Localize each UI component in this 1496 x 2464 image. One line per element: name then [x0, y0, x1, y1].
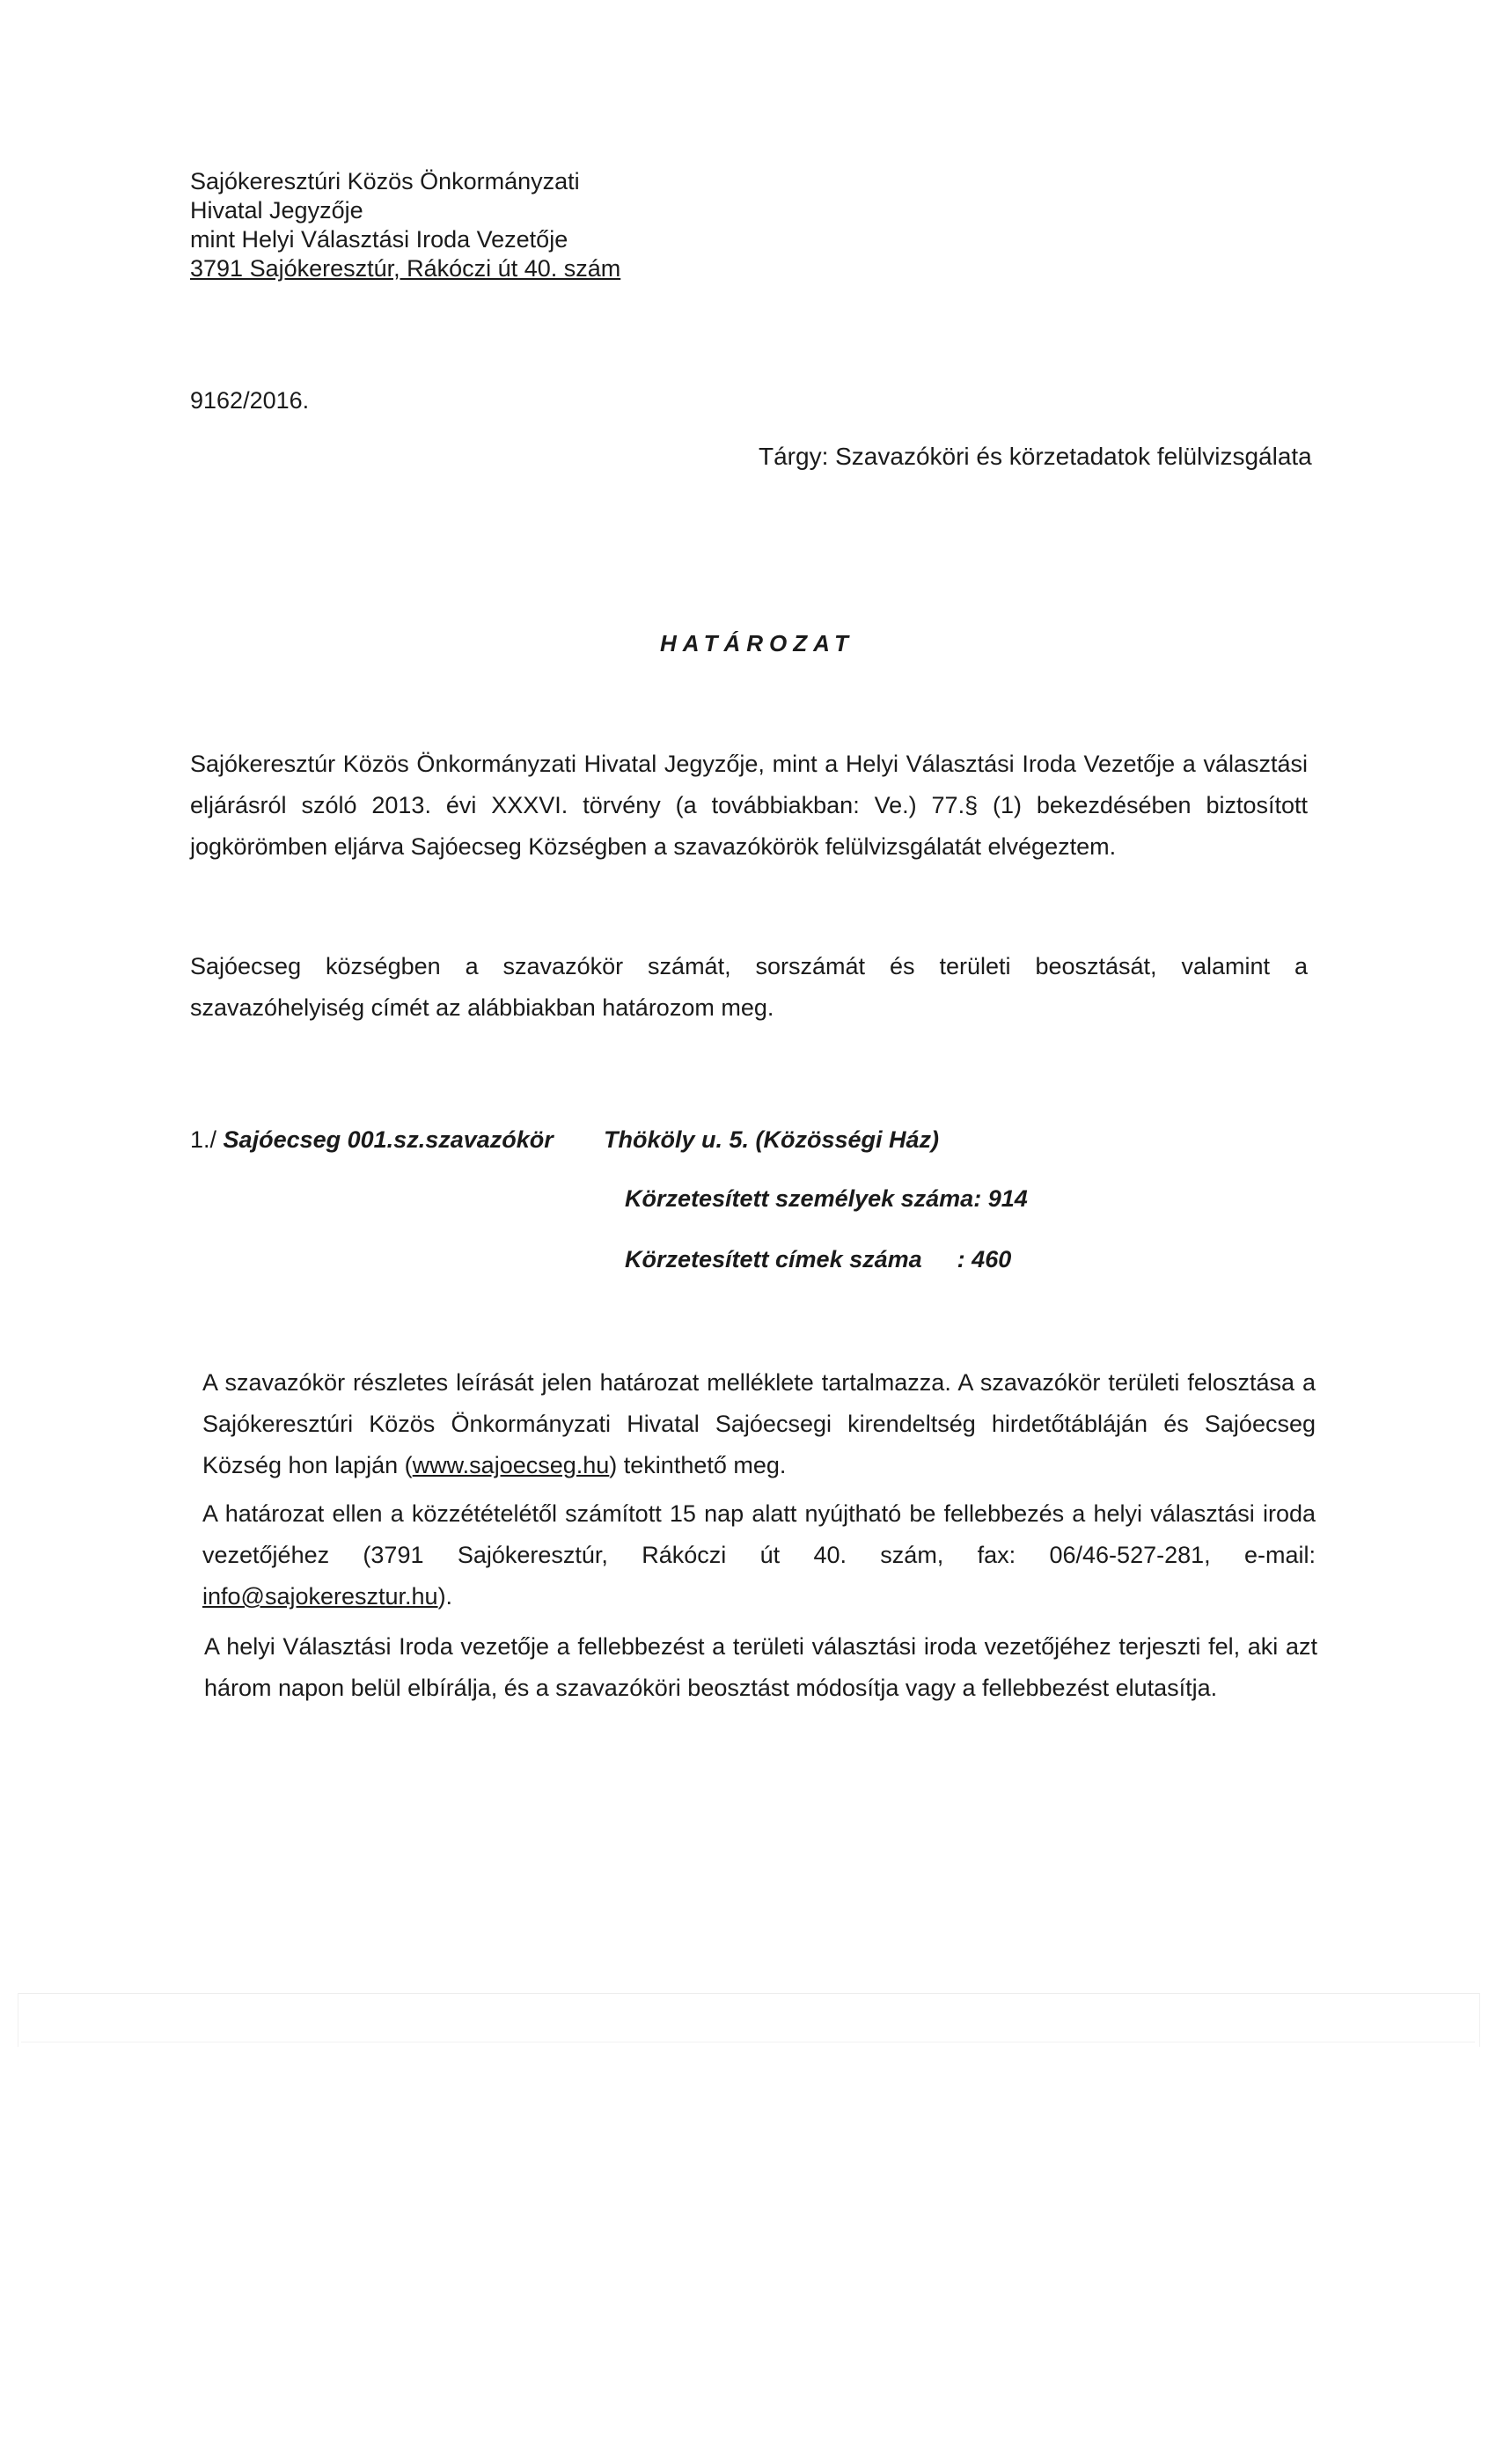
- sender-line-2: Hivatal Jegyzője: [190, 197, 363, 224]
- addresses-count-value: 460: [972, 1246, 1012, 1272]
- persons-count-value: 914: [987, 1185, 1028, 1212]
- district-entry: [190, 1126, 554, 1154]
- addresses-count-line: [625, 1246, 1011, 1273]
- paragraph-details-end: ) tekinthető meg.: [609, 1452, 787, 1478]
- addresses-count-separator: :: [957, 1246, 965, 1272]
- sender-block: [190, 167, 982, 283]
- sender-line-3: mint Helyi Választási Iroda Vezetője: [190, 226, 568, 253]
- paragraph-appeal-end: ).: [437, 1583, 453, 1610]
- district-address: Thököly u. 5. (Közösségi Ház): [604, 1126, 940, 1153]
- sender-address: 3791 Sajókeresztúr, Rákóczi út 40. szám: [190, 255, 621, 282]
- paragraph-intro: Sajókeresztúr Közös Önkormányzati Hivatal Jegyzője, mint a Helyi Választási Iroda Vezetője a választási eljárásról szóló 2013. évi XXXVI. törvény (a továbbiakban: Ve.) 77.§ (1) bekezdésében biztosított jogkörömben eljárva Sajóecseg Községben a szavazókörök felülvizsgálatát elvégeztem.: [190, 751, 1308, 860]
- paragraph-appeal-text: A határozat ellen a közzétételétől számított 15 nap alatt nyújtható be fellebbezés a helyi választási iroda vezetőjéhez (3791 Sajókeresztúr, Rákóczi út 40. szám, fax: 06/46-527-281, e-mail:: [202, 1500, 1316, 1568]
- document-title: HATÁROZAT: [660, 630, 854, 656]
- persons-count-label: Körzetesített személyek száma:: [625, 1185, 982, 1212]
- email-link[interactable]: info@sajokeresztur.hu: [202, 1583, 438, 1610]
- district-number: 1./: [190, 1126, 217, 1153]
- paragraph-details: [202, 1362, 1316, 1486]
- addresses-count-label: Körzetesített címek száma: [625, 1246, 922, 1272]
- subject-line: Tárgy: Szavazóköri és körzetadatok felülvizsgálata: [759, 443, 1312, 470]
- reference-number: 9162/2016.: [190, 387, 310, 414]
- persons-count-line: [625, 1185, 1028, 1213]
- paragraph-decision: Sajóecseg községben a szavazókör számát, sorszámát és területi beosztását, valamint a szavazóhelyiség címét az alábbiakban határozom meg.: [190, 953, 1308, 1021]
- scan-border-inner: [21, 2006, 1475, 2042]
- paragraph-review: A helyi Választási Iroda vezetője a fellebbezést a területi választási iroda vezetőjéhez terjeszti fel, aki azt három napon belül elbírálja, és a szavazóköri beosztást módosítja vagy a fellebbezést elutasítja.: [204, 1633, 1317, 1701]
- website-link[interactable]: www.sajoecseg.hu: [412, 1452, 610, 1478]
- sender-line-1: Sajókeresztúri Közös Önkormányzati: [190, 168, 580, 194]
- paragraph-details-text: A szavazókör részletes leírását jelen határozat melléklete tartalmazza. A szavazókör területi felosztása a Sajókeresztúri Közös Önkormányzati Hivatal Sajóecsegi kirendeltség hirdetőtábláján és Sajóecseg Község hon lapján (: [202, 1369, 1316, 1478]
- district-name: Sajóecseg 001.sz.szavazókör: [223, 1126, 554, 1153]
- paragraph-appeal: [202, 1493, 1316, 1617]
